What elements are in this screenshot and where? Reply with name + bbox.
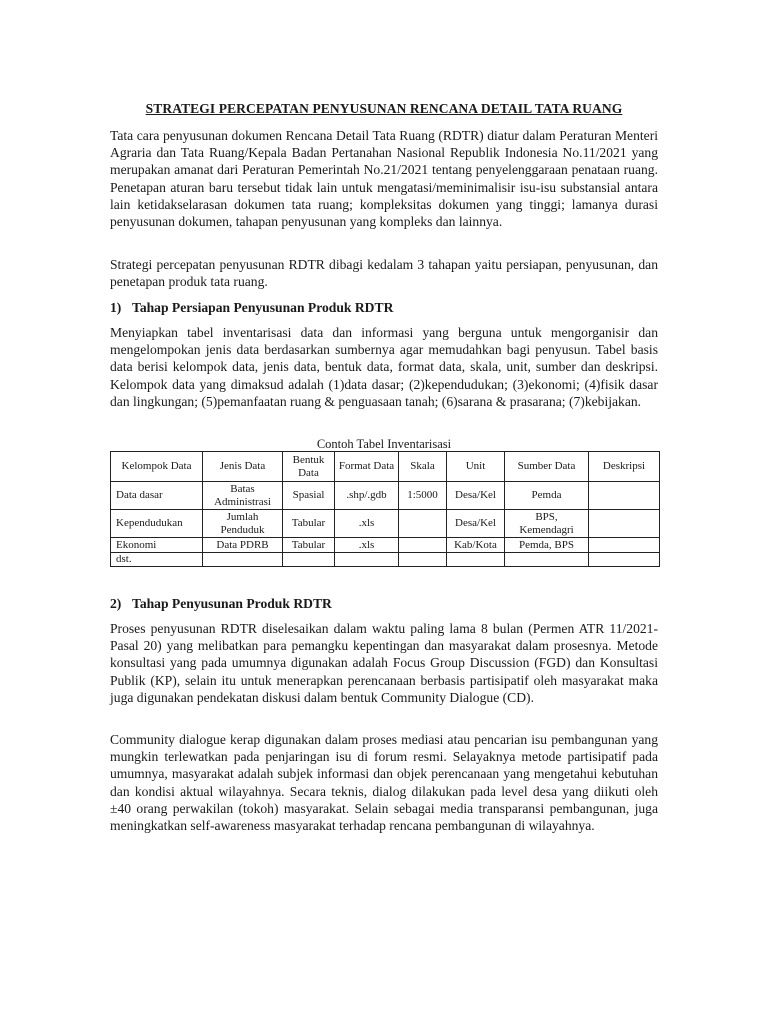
table-row	[111, 510, 660, 538]
table-header-cell: Skala	[399, 452, 447, 482]
inventory-table	[110, 451, 660, 567]
table-cell: Desa/Kel	[447, 510, 505, 538]
section-2-paragraph-1: Proses penyusunan RDTR diselesaikan dalam waktu paling lama 8 bulan (Permen ATR 11/2021-Pasal 20) yang melibatkan para pemangku kepentingan dan masyarakat dalam prosesnya. Metode konsultasi yang pada umumnya digunakan adalah Focus Group Discussion (FGD) dan Konsultasi Publik (KP), selain itu untuk menerapkan perencanaan berbasis partisipatif oleh masyarakat maka juga digunakan pendekatan diskusi dalam bentuk Community Dialogue (CD).	[110, 621, 658, 705]
table-header-row	[111, 452, 660, 482]
table-header-cell: Jenis Data	[203, 452, 283, 482]
table-cell: Data dasar	[111, 482, 203, 510]
table-cell: Batas Administrasi	[203, 482, 283, 510]
section-2-heading-text: Tahap Penyusunan Produk RDTR	[132, 596, 332, 611]
section-1-heading	[110, 300, 658, 316]
table-header-cell: Sumber Data	[505, 452, 589, 482]
section-2-number: 2)	[110, 596, 122, 611]
table-cell: BPS, Kemendagri	[505, 510, 589, 538]
table-cell: Desa/Kel	[447, 482, 505, 510]
table-cell	[589, 510, 660, 538]
table-row	[111, 482, 660, 510]
table-cell: Kab/Kota	[447, 538, 505, 553]
table-cell: Kependudukan	[111, 510, 203, 538]
table-cell: Spasial	[283, 482, 335, 510]
table-cell	[589, 482, 660, 510]
table-cell: Jumlah Penduduk	[203, 510, 283, 538]
table-header-cell: Kelompok Data	[111, 452, 203, 482]
intro-paragraph: Tata cara penyusunan dokumen Rencana Detail Tata Ruang (RDTR) diatur dalam Peraturan Menteri Agraria dan Tata Ruang/Kepala Badan Pertanahan Nasional Republik Indonesia No.11/2021 yang merupakan amanat dari Peraturan Pemerintah No.21/2021 tentang penyelenggaraan penataan ruang. Penetapan aturan baru tersebut tidak lain untuk mengatasi/meminimalisir isu-isu substansial antara lain ketidakselarasan dokumen tata ruang; kompleksitas dokumen yang tinggi; lamanya durasi penyusunan dokumen, tahapan penyusunan yang kompleks dan lainnya.	[110, 128, 658, 230]
section-1-heading-text: Tahap Persiapan Penyusunan Produk RDTR	[132, 300, 394, 315]
section-2-heading	[110, 596, 658, 612]
table-cell: 1:5000	[399, 482, 447, 510]
table-cell: Tabular	[283, 510, 335, 538]
section-1-paragraph: Menyiapkan tabel inventarisasi data dan informasi yang berguna untuk mengorganisir dan mengelompokan jenis data berdasarkan sumbernya agar memudahkan bagi penyusun. Tabel basis data berisi kelompok data, jenis data, bentuk data, format data, skala, unit, sumber dan deskripsi. Kelompok data yang dimaksud adalah (1)data dasar; (2)kependudukan; (3)ekonomi; (4)fisik dasar dan lingkungan; (5)pemanfaatan ruang & penguasaan tanah; (6)sarana & prasarana; (7)kebijakan.	[110, 325, 658, 409]
table-cell: Pemda	[505, 482, 589, 510]
table-caption: Contoh Tabel Inventarisasi	[316, 437, 452, 451]
table-cell	[399, 553, 447, 567]
table-cell	[505, 553, 589, 567]
table-cell: dst.	[111, 553, 203, 567]
table-row	[111, 538, 660, 553]
table-cell	[447, 553, 505, 567]
strategy-paragraph: Strategi percepatan penyusunan RDTR dibagi kedalam 3 tahapan yaitu persiapan, penyusunan, dan penetapan produk tata ruang.	[110, 257, 658, 290]
table-cell: Pemda, BPS	[505, 538, 589, 553]
table-header-cell: Format Data	[335, 452, 399, 482]
table-cell	[589, 553, 660, 567]
table-cell: Data PDRB	[203, 538, 283, 553]
table-cell	[399, 538, 447, 553]
table-cell	[589, 538, 660, 553]
table-cell	[399, 510, 447, 538]
section-1-number: 1)	[110, 300, 122, 315]
table-cell	[203, 553, 283, 567]
table-cell	[335, 553, 399, 567]
table-row	[111, 553, 660, 567]
table-cell: .shp/.gdb	[335, 482, 399, 510]
table-cell: .xls	[335, 538, 399, 553]
table-header-cell: Deskripsi	[589, 452, 660, 482]
section-2-paragraph-2: Community dialogue kerap digunakan dalam proses mediasi atau pencarian isu pembangunan yang mungkin terlewatkan pada penjaringan isu di forum resmi. Selayaknya metode partisipatif pada umumnya, masyarakat adalah subjek informasi dan objek perencanaan yang mengetahui kebutuhan dan kondisi aktual wilayahnya. Secara teknis, dialog dilakukan pada level desa yang diikuti oleh ±40 orang perwakilan (tokoh) masyarakat. Selain sebagai media transparansi pembangunan, juga meningkatkan self-awareness masyarakat terhadap rencana pembangunan di wilayahnya.	[110, 732, 658, 834]
table-cell: Tabular	[283, 538, 335, 553]
table-cell: Ekonomi	[111, 538, 203, 553]
table-header-cell: Unit	[447, 452, 505, 482]
table-cell: .xls	[335, 510, 399, 538]
table-cell	[283, 553, 335, 567]
table-header-cell: Bentuk Data	[283, 452, 335, 482]
document-title: STRATEGI PERCEPATAN PENYUSUNAN RENCANA DETAIL TATA RUANG	[145, 101, 623, 116]
